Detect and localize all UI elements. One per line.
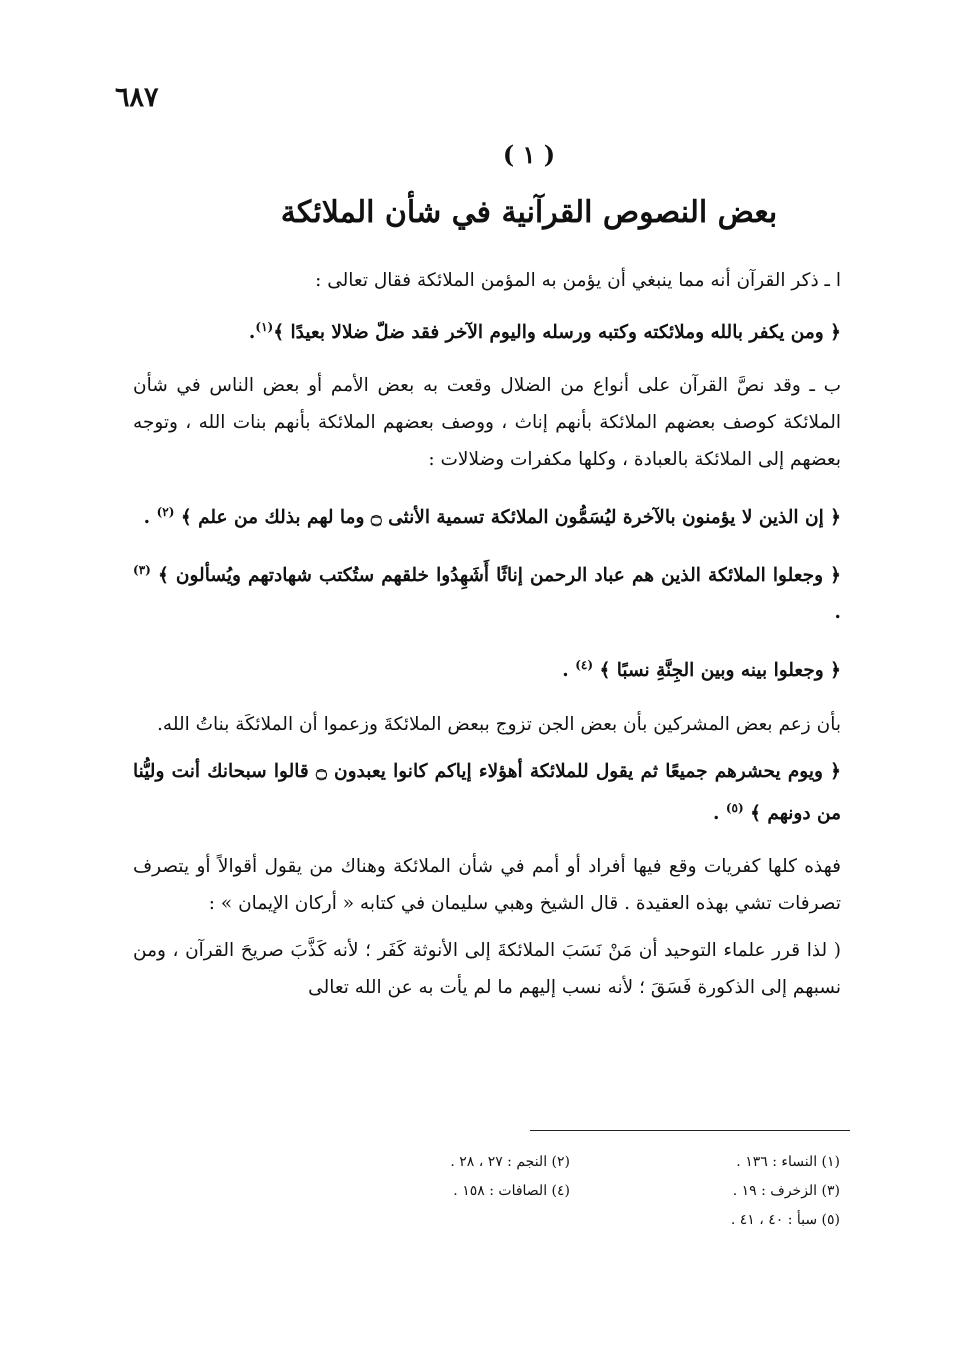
verse-4-text: ﴿ وجعلوا بينه وبين الجِنَّةِ نسبًا ﴾ <box>599 660 841 682</box>
verse-1-text: ﴿ ومن يكفر بالله وملائكته وكتبه ورسله واليوم الآخر فقد ضلّ ضلالا بعيدًا ﴾ <box>273 322 841 344</box>
footnotes <box>300 1148 840 1235</box>
paragraph-summary: فهذه كلها كفريات وقع فيها أفراد أو أمم في شأن الملائكة وهناك من يقول أقوالاً أو يتصرف تصرفات تشي بهذه العقيدة . قال الشيخ وهبي سليمان في كتابه « أركان الإيمان » : <box>133 855 841 914</box>
footnote-ref-3: (٣) <box>133 563 151 578</box>
footnote-ref-2: (٢) <box>156 505 175 520</box>
footnote-ref-4: (٤) <box>575 658 594 673</box>
verse-3-text: ﴿ وجعلوا الملائكة الذين هم عباد الرحمن إناثًا أَشَهِدُوا خلقهم ستُكتب شهادتهم ويُسألون ﴾ <box>157 565 841 587</box>
verse-3-end: . <box>834 602 841 624</box>
footnote-row <box>300 1148 840 1177</box>
section-title: بعض النصوص القرآنية في شأن الملائكة <box>280 195 778 230</box>
footnote-1: (١) النساء : ١٣٦ . <box>736 1154 840 1170</box>
footnote-row <box>300 1177 840 1206</box>
section-number: ( ١ ) <box>502 140 556 169</box>
verse-2-text: ﴿ إن الذين لا يؤمنون بالآخرة ليُسَمُّون الملائكة تسمية الأنثى ۝ وما لهم بذلك من علم ﴾ <box>180 507 841 529</box>
verse-1-end: . <box>248 322 256 344</box>
footnote-4: (٤) الصافات : ١٥٨ . <box>453 1183 570 1199</box>
verse-2-end: . <box>143 507 151 529</box>
page-number: ٦٨٧ <box>115 82 159 113</box>
footnote-5: (٥) سبأ : ٤٠ ، ٤١ . <box>730 1212 840 1228</box>
verse-5-text: ﴿ ويوم يحشرهم جميعًا ثم يقول للملائكة أهؤلاء إياكم كانوا يعبدون ۝ قالوا سبحانك أنت وليُّنا من دونهم ﴾ <box>133 760 841 824</box>
footnote-row <box>300 1206 840 1235</box>
paragraph-claim: بأن زعم بعض المشركين بأن بعض الجن تزوج ببعض الملائكةَ وزعموا أن الملائكَة بناتُ الله. <box>157 713 841 735</box>
footnote-ref-5: (٥) <box>725 800 744 815</box>
verse-5-end: . <box>712 802 720 824</box>
verse-3 <box>133 552 841 631</box>
footnote-separator <box>530 1130 850 1131</box>
footnote-3: (٣) الزخرف : ١٩ . <box>732 1183 840 1199</box>
verse-2 <box>133 494 841 536</box>
verse-4-end: . <box>562 660 569 682</box>
paragraph-intro: ا ـ ذكر القرآن أنه مما ينبغي أن يؤمن به المؤمن الملائكة فقال تعالى : <box>315 270 841 291</box>
footnote-ref-1: (١) <box>255 320 274 334</box>
paragraph-b: ب ـ وقد نصَّ القرآن على أنواع من الضلال وقعت به بعض الأمم أو بعض الناس في شأن الملائكة كوصف بعضهم الملائكة بأنهم إناث ، ووصف بعضهم الملائكة بأنهم بنات الله ، وتوجه بعضهم إلى الملائكة بالعبادة ، وكلها مكفرات وضلالات : <box>133 375 841 471</box>
verse-1 <box>133 309 841 351</box>
footnote-2: (٢) النجم : ٢٧ ، ٢٨ . <box>450 1154 570 1170</box>
verse-5 <box>133 753 841 832</box>
body-text <box>133 262 841 1022</box>
verse-4 <box>133 647 841 689</box>
paragraph-quote: ( لذا قرر علماء التوحيد أن مَنْ نَسَبَ الملائكةَ إلى الأنوثة كَفَر ؛ لأنه كَذَّبَ صريحَ القرآن ، ومن نسبهم إلى الذكورة فَسَقَ ؛ لأنه نسب إليهم ما لم يأت به عن الله تعالى <box>133 939 841 998</box>
